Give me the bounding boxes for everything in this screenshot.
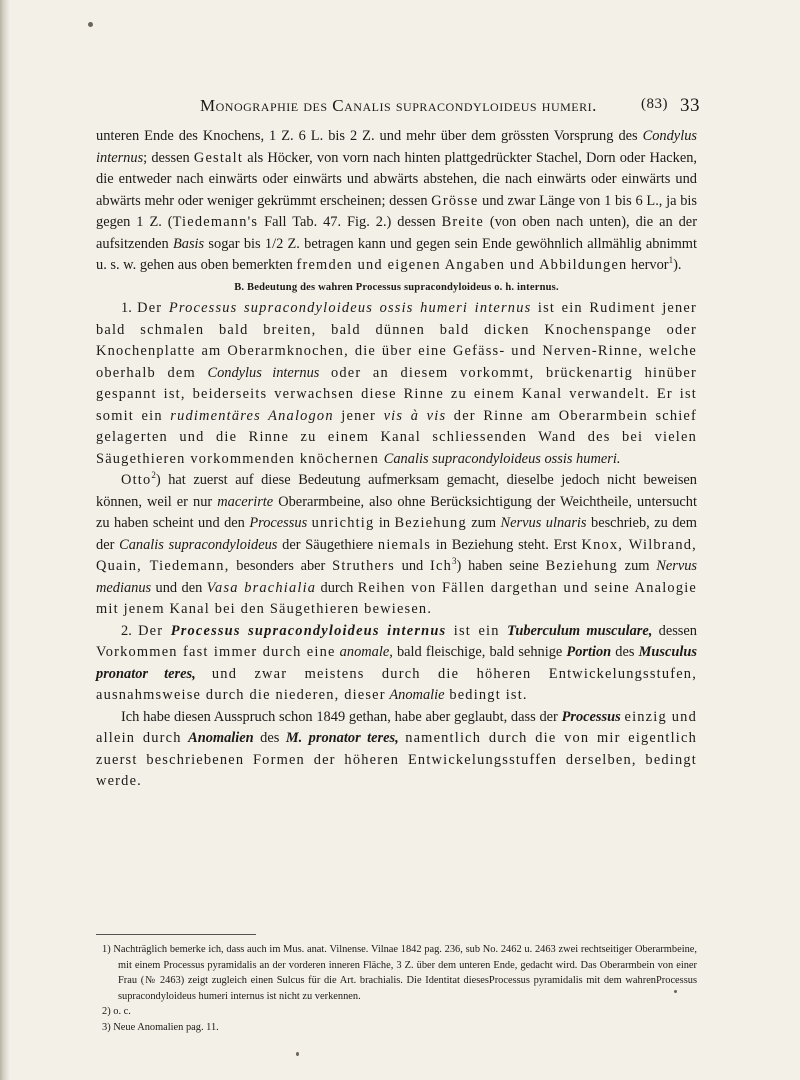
footnotes <box>96 942 697 1035</box>
paragraph-2: Otto$^2$) hat zuerst auf diese Bedeutung aufmerksam gemacht, dieselbe jedoch nicht beweisen können, weil er nur macerirte Oberarmbeine, also ohne Berücksichtigung der Weichtheile, untersucht zu haben scheint und den Processus unrichtig in Beziehung zum Nervus ulnaris beschrieb, zu dem der Canalis supracondyloideus der Säugethiere niemals in Beziehung steht. Erst Knox, Wilbrand, Quain, Tiedemann, besonders aber Struthers und Ich$^3$) haben seine Beziehung zum Nervus medianus und den Vasa brachialia durch Reihen von Fällen dargethan und seine Analogie mit jenem Kanal bei den Säugethieren bewiesen. <box>96 470 698 617</box>
page-number: 33 <box>680 95 700 116</box>
paragraph-continuation: unteren Ende des Knochens, 1 Z. 6 L. bis 2 Z. und mehr über dem grössten Vorsprung des Condylus internus; dessen Gestalt als Höcker, von vorn nach hinten plattgedrückter Stachel, Dorn oder Hacken, die entweder nach einwärts oder einwärts und abwärts abstehen, die nach einwärts oder einwärts und abwärts mehr oder weniger gekrümmt erscheinen; dessen Grösse und zwar Länge von 1 bis 6 L., ja bis gegen 1 Z. (Tiedemann's Fall Tab. 47. Fig. 2.) dessen Breite (von oben nach unten), die an der aufsitzenden Basis sogar bis 1/2 Z. betragen kann und gegen sein Ende gewöhnlich allmählig abnimmt u. s. w. gehen aus oben bemerkten fremden und eigenen Angaben und Abbildungen hervor$^1$). <box>96 128 697 273</box>
section-subheading: B. Bedeutung des wahren Processus supracondyloideus o. h. internus. <box>234 281 559 293</box>
footnote-separator <box>96 934 256 935</box>
main-text <box>96 126 697 793</box>
footnote-1: 1) Nachträglich bemerke ich, dass auch im Mus. anat. Vilnense. Vilnae 1842 pag. 236, sub No. 2462 u. 2463 zwei rechtseitiger Oberarmbeine, mit einem Processus pyramidalis an der vorderen inneren Fläche, 3 Z. über dem unteren Ende, gedacht wird. Das Oberarmbein von einer Frau (№ 2463) zeigt zugleich einen Sulcus für die Art. brachialis. Die Identitat diesesProcessus pyramidalis mit dem wahrenProcessus supracondyloideus humeri internus ist nicht zu verkennen. <box>102 944 697 1002</box>
running-title: Monographie des Canalis supracondyloideus humeri. <box>200 96 597 115</box>
paragraph-4: Ich habe diesen Ausspruch schon 1849 gethan, habe aber geglaubt, dass der Processus einzig und allein durch Anomalien des M. pronator teres, namentlich durch die von mir eigentlich zuerst beschriebenen Formen der höheren Entwickelungsstuffen derselben, bedingt werde. <box>96 708 697 789</box>
paper-speck <box>674 990 677 993</box>
paragraph-1: 1. Der Processus supracondyloideus ossis humeri internus ist ein Rudiment jener bald schmalen bald breiten, bald dünnen bald dicken Knochenspange oder Knochenplatte am Oberarmknochen, die über eine Gefäss- und Nerven-Rinne, welche oberhalb dem Condylus internus oder an diesem vorkommt, brückenartig hinüber gespannt ist, beiderseits verwachsen diese Rinne zu einem Kanal verwandelt. Er ist somit ein rudimentäres Analogon jener vis à vis der Rinne am Oberarmbein schief gelagerten und die Rinne zu einem Kanal schliessenden Wand des bei vielen Säugethieren vorkommenden knöchernen Canalis supracondyloideus ossis humeri. <box>96 300 698 467</box>
paper-speck <box>88 22 93 27</box>
paragraph-3: 2. Der Processus supracondyloideus internus ist ein Tuberculum musculare, dessen Vorkommen fast immer durch eine anomale, bald fleischige, bald sehnige Portion des Musculus pronator teres, und zwar meistens durch die höheren Entwickelungsstufen, ausnahmsweise durch die niederen, dieser Anomalie bedingt ist. <box>96 622 697 703</box>
footnote-2: 2) o. c. <box>102 1006 131 1017</box>
paper-speck <box>296 1052 299 1056</box>
running-header <box>200 96 700 120</box>
section-number: (83) <box>641 96 668 112</box>
page-gutter-shadow <box>0 0 10 1080</box>
footnote-3: 3) Neue Anomalien pag. 11. <box>102 1021 219 1033</box>
